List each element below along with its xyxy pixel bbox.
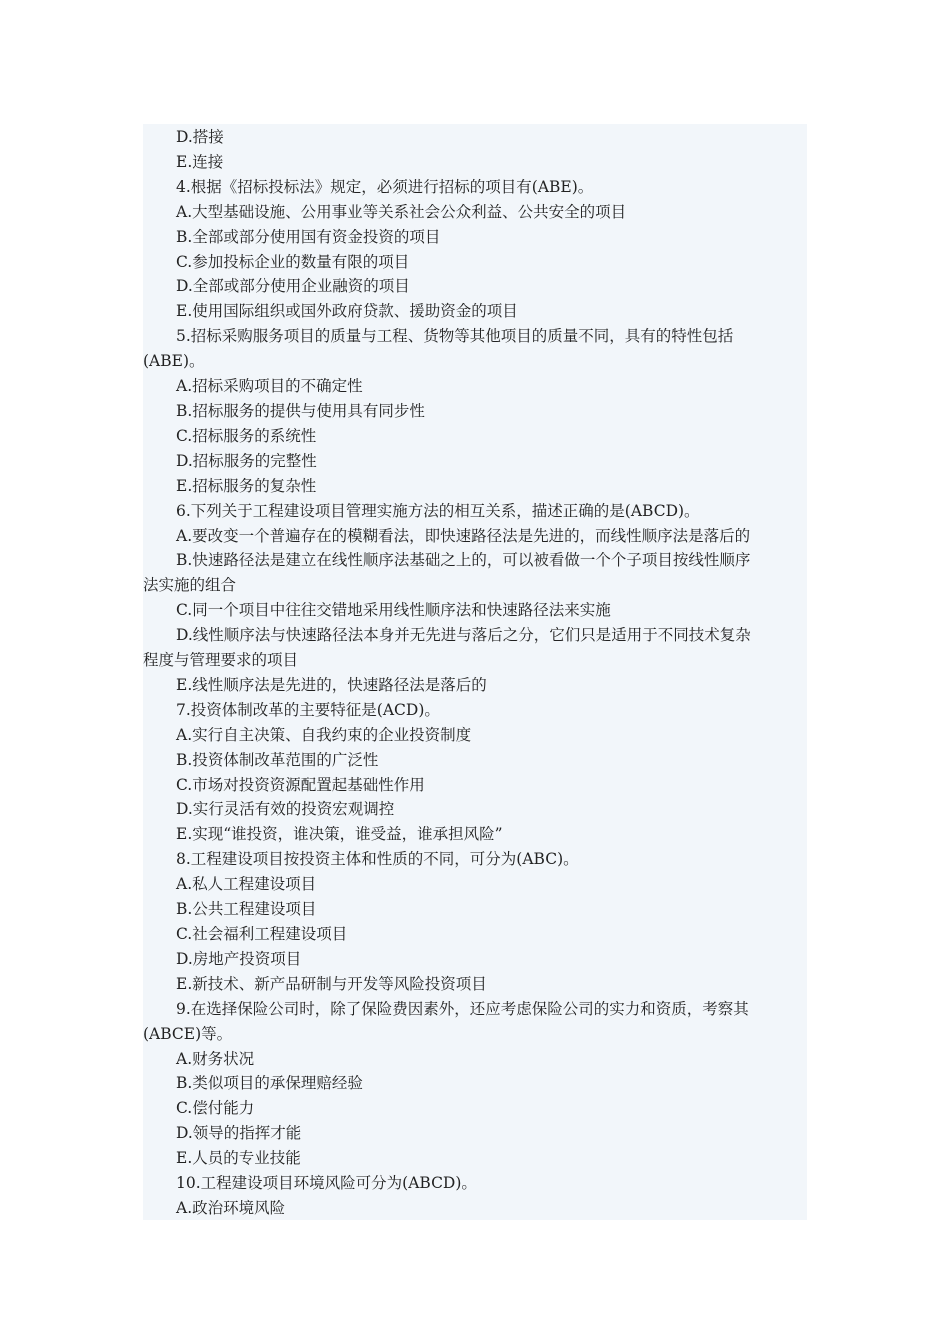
text-line: 5.招标采购服务项目的质量与工程、货物等其他项目的质量不同，具有的特性包括	[176, 327, 734, 346]
text-line: A.财务状况	[176, 1049, 255, 1068]
text-line: D.搭接	[176, 128, 224, 146]
text-line: C.市场对投资资源配置起基础性作用	[176, 775, 425, 794]
text-line: C.社会福利工程建设项目	[176, 925, 348, 943]
text-line: D.全部或部分使用企业融资的项目	[176, 277, 410, 296]
text-line: B.公共工程建设项目	[176, 900, 317, 919]
text-line: A.私人工程建设项目	[176, 875, 317, 894]
text-line: D.招标服务的完整性	[176, 451, 317, 470]
text-line: A.实行自主决策、自我约束的企业投资制度	[176, 725, 472, 744]
text-line: B.全部或部分使用国有资金投资的项目	[176, 227, 441, 246]
text-line: 8.工程建设项目按投资主体和性质的不同，可分为(ABC)。	[176, 850, 579, 869]
text-line: B.招标服务的提供与使用具有同步性	[176, 401, 425, 420]
text-line: B.类似项目的承保理赔经验	[176, 1074, 363, 1093]
text-line: E.线性顺序法是先进的，快速路径法是落后的	[176, 675, 487, 694]
text-line: 7.投资体制改革的主要特征是(ACD)。	[176, 700, 440, 719]
text-line: 法实施的组合	[143, 576, 237, 595]
text-line: 10.工程建设项目环境风险可分为(ABCD)。	[176, 1174, 477, 1193]
text-line: D.线性顺序法与快速路径法本身并无先进与落后之分，它们只是适用于不同技术复杂	[176, 626, 751, 645]
text-line: A.政治环境风险	[176, 1198, 286, 1217]
text-line: C.同一个项目中往往交错地采用线性顺序法和快速路径法来实施	[176, 601, 611, 620]
document-body	[143, 124, 807, 1220]
text-line: A.大型基础设施、公用事业等关系社会公众利益、公共安全的项目	[176, 202, 627, 221]
text-line: D.领导的指挥才能	[176, 1124, 302, 1143]
text-line: 4.根据《招标投标法》规定，必须进行招标的项目有(ABE)。	[176, 177, 594, 196]
text-line: A.招标采购项目的不确定性	[176, 377, 363, 396]
text-line: E.招标服务的复杂性	[176, 476, 317, 495]
text-line: C.招标服务的系统性	[176, 426, 317, 445]
text-line: B.快速路径法是建立在线性顺序法基础之上的，可以被看做一个个子项目按线性顺序	[176, 551, 751, 570]
text-line: D.房地产投资项目	[176, 949, 302, 968]
text-line: 6.下列关于工程建设项目管理实施方法的相互关系，描述正确的是(ABCD)。	[176, 501, 700, 520]
text-line: (ABCE)等。	[143, 1024, 233, 1043]
text-line: E.连接	[176, 152, 224, 171]
text-line: E.人员的专业技能	[176, 1149, 301, 1168]
text-line: C.偿付能力	[176, 1099, 255, 1118]
text-line: (ABE)。	[143, 352, 205, 371]
text-line: D.实行灵活有效的投资宏观调控	[176, 800, 395, 819]
text-line: 程度与管理要求的项目	[143, 651, 299, 670]
text-line: E.实现“谁投资，谁决策，谁受益，谁承担风险”	[176, 825, 503, 844]
text-line: C.参加投标企业的数量有限的项目	[176, 252, 410, 271]
text-line: 9.在选择保险公司时，除了保险费因素外，还应考虑保险公司的实力和资质，考察其	[176, 999, 749, 1018]
text-line: E.新技术、新产品研制与开发等风险投资项目	[176, 974, 487, 993]
text-line: B.投资体制改革范围的广泛性	[176, 750, 379, 769]
text-line: A.要改变一个普遍存在的模糊看法，即快速路径法是先进的，而线性顺序法是落后的	[176, 526, 751, 545]
text-line: E.使用国际组织或国外政府贷款、援助资金的项目	[176, 302, 518, 321]
